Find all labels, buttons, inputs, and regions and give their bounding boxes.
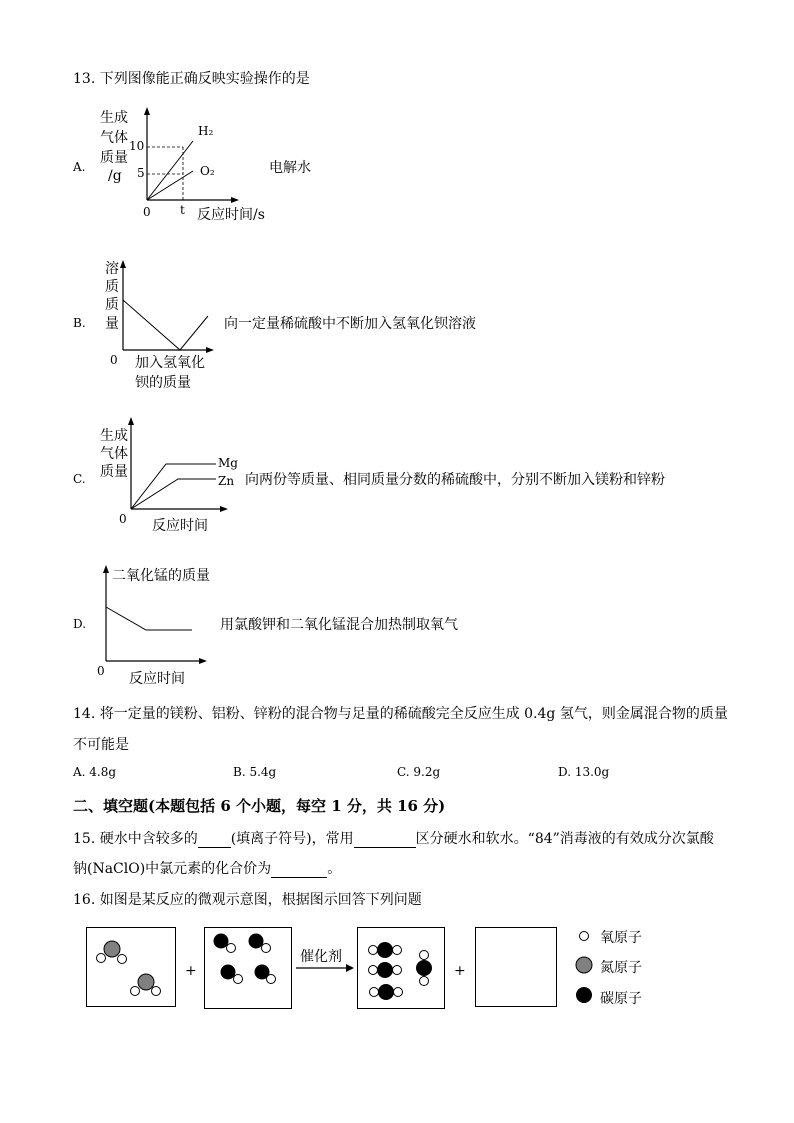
mno2-curve — [106, 607, 192, 630]
reactant-box-1 — [86, 927, 176, 1007]
o2-line — [147, 171, 193, 200]
reactant-1-molecules — [87, 928, 175, 1006]
x-arrow — [231, 197, 239, 203]
q13-c-ylabel-1: 生成 — [100, 428, 128, 444]
q15-line1 — [73, 828, 714, 848]
carbon-atom — [416, 960, 432, 976]
q13-b-letter: B. — [73, 316, 86, 330]
q13-a-desc: 电解水 — [269, 160, 311, 176]
oxygen-atom — [393, 966, 402, 975]
molecule — [97, 941, 127, 964]
q14-option-b: B. 5.4g — [233, 765, 277, 779]
oxygen-atom — [234, 975, 243, 984]
q15-blank-2[interactable] — [354, 833, 416, 848]
plus-sign-2: + — [454, 963, 466, 979]
q13-a-ylabel-2: 气体 — [100, 130, 128, 146]
q13-b-ylabel-2: 质 — [105, 279, 119, 295]
q13-d-origin: 0 — [97, 664, 105, 678]
q14-option-c: C. 9.2g — [397, 765, 441, 779]
q13-a-graph — [125, 105, 245, 210]
solute-curve — [123, 300, 208, 350]
q13-a-ylabel-4: /g — [108, 168, 122, 184]
oxygen-atom — [131, 987, 140, 996]
nitrogen-atom — [104, 941, 120, 957]
oxygen-atom — [152, 987, 161, 996]
catalyst-label: 催化剂 — [300, 949, 342, 965]
carbon-atom — [377, 962, 393, 978]
oxygen-atom — [369, 946, 378, 955]
q15-part3: 区分硬水和软水。“84”消毒液的有效成分次氯酸 — [415, 831, 714, 847]
product-box-2-empty[interactable] — [475, 927, 557, 1007]
q15-part1: 15. 硬水中含较多的 — [73, 831, 198, 847]
y-arrow — [120, 260, 126, 268]
oxygen-atom — [118, 955, 127, 964]
oxygen-atom — [420, 951, 429, 960]
q13-a-series-h2: H₂ — [198, 124, 214, 138]
reactant-2-molecules — [205, 928, 291, 1008]
carbon-atom — [214, 934, 229, 949]
nitrogen-atom — [138, 974, 154, 990]
x-arrow — [199, 658, 207, 664]
q13-c-origin: 0 — [119, 512, 127, 526]
q13-c-series-mg: Mg — [218, 456, 238, 470]
q13-a-series-o2: O₂ — [200, 164, 215, 178]
oxygen-atom — [420, 977, 429, 986]
q13-b-origin: 0 — [110, 353, 118, 367]
q16-stem: 16. 如图是某反应的微观示意图，根据图示回答下列问题 — [73, 892, 422, 908]
oxygen-atom — [97, 954, 106, 963]
x-arrow — [220, 506, 228, 512]
arrow-head — [346, 964, 354, 972]
q13-c-letter: C. — [73, 472, 86, 486]
q13-a-tick-5: 5 — [137, 166, 145, 180]
oxygen-atom — [393, 946, 402, 955]
section2-title: 二、填空题(本题包括 6 个小题，每空 1 分，共 16 分) — [73, 797, 446, 815]
q13-d-letter: D. — [73, 617, 87, 631]
carbon-atom — [249, 934, 264, 949]
molecule — [369, 942, 402, 958]
q13-a-xlabel: 反应时间/s — [197, 207, 265, 223]
carbon-legend-icon — [576, 987, 592, 1003]
y-arrow — [128, 417, 134, 425]
molecule — [416, 951, 432, 986]
oxygen-atom — [267, 975, 276, 984]
molecule — [370, 984, 403, 1000]
product-1-molecules — [358, 928, 444, 1008]
q13-b-graph — [118, 258, 218, 358]
y-arrow — [144, 107, 150, 115]
q13-d-ylabel: 二氧化锰的质量 — [112, 568, 210, 584]
q15-line2-part1: 钠(NaClO)中氯元素的化合价为 — [73, 861, 272, 877]
q14-stem-line2: 不可能是 — [73, 737, 129, 753]
zn-curve — [131, 479, 216, 509]
product-box-1 — [357, 927, 445, 1009]
q13-b-xlabel-2: 钡的质量 — [135, 375, 191, 391]
q13-a-ylabel-1: 生成 — [100, 110, 128, 126]
molecule — [369, 962, 402, 978]
q13-c-desc: 向两份等质量、相同质量分数的稀硫酸中，分别不断加入镁粉和锌粉 — [245, 472, 665, 488]
carbon-atom — [221, 965, 236, 980]
q13-b-ylabel-1: 溶 — [105, 261, 119, 277]
q14-option-a: A. 4.8g — [73, 765, 117, 779]
molecule — [131, 974, 161, 996]
legend-nitrogen: 氮原子 — [600, 960, 642, 976]
q13-stem: 13. 下列图像能正确反映实验操作的是 — [73, 71, 310, 87]
oxygen-legend-icon — [580, 932, 589, 941]
carbon-atom — [377, 942, 393, 958]
oxygen-atom — [227, 944, 236, 953]
q15-line2-part2: 。 — [327, 861, 342, 877]
q13-c-xlabel: 反应时间 — [152, 518, 208, 534]
y-arrow — [103, 565, 109, 573]
oxygen-atom — [394, 988, 403, 997]
q13-a-ylabel-3: 质量 — [100, 150, 128, 166]
oxygen-atom — [262, 944, 271, 953]
x-arrow — [206, 347, 214, 353]
nitrogen-legend-icon — [576, 957, 592, 973]
q13-c-ylabel-3: 质量 — [100, 464, 128, 480]
q13-c-ylabel-2: 气体 — [100, 446, 128, 462]
mg-curve — [131, 464, 216, 509]
legend-carbon: 碳原子 — [600, 991, 642, 1007]
q13-c-series-zn: Zn — [218, 474, 235, 488]
reaction-arrow — [294, 962, 356, 974]
q15-part2: (填离子符号)，常用 — [230, 831, 354, 847]
q13-a-tick-10: 10 — [129, 139, 145, 153]
h2-line — [147, 141, 193, 200]
oxygen-atom — [369, 966, 378, 975]
q13-d-desc: 用氯酸钾和二氧化锰混合加热制取氧气 — [220, 617, 458, 633]
q13-a-origin: 0 — [143, 205, 151, 219]
reactant-box-2 — [204, 927, 292, 1009]
q13-b-desc: 向一定量稀硫酸中不断加入氢氧化钡溶液 — [224, 316, 476, 332]
legend-oxygen: 氧原子 — [600, 930, 642, 946]
carbon-atom — [378, 984, 394, 1000]
q13-b-ylabel-3: 质 — [105, 297, 119, 313]
q15-blank-1[interactable] — [198, 833, 231, 848]
plus-sign-1: + — [185, 963, 197, 979]
q15-blank-3[interactable] — [271, 863, 327, 878]
q15-line2 — [73, 858, 341, 878]
q13-b-xlabel-1: 加入氢氧化 — [135, 355, 205, 371]
q14-option-d: D. 13.0g — [558, 765, 610, 779]
q14-stem-line1: 14. 将一定量的镁粉、铝粉、锌粉的混合物与足量的稀硫酸完全反应生成 0.4g 氢气，则金属混合物的质量 — [73, 706, 728, 722]
q13-b-ylabel-4: 量 — [105, 316, 119, 332]
atom-legend-symbols — [572, 926, 596, 1006]
q13-d-xlabel: 反应时间 — [129, 671, 185, 687]
q13-a-letter: A. — [73, 160, 86, 174]
oxygen-atom — [370, 988, 379, 997]
q13-a-tick-t: t — [180, 203, 185, 217]
